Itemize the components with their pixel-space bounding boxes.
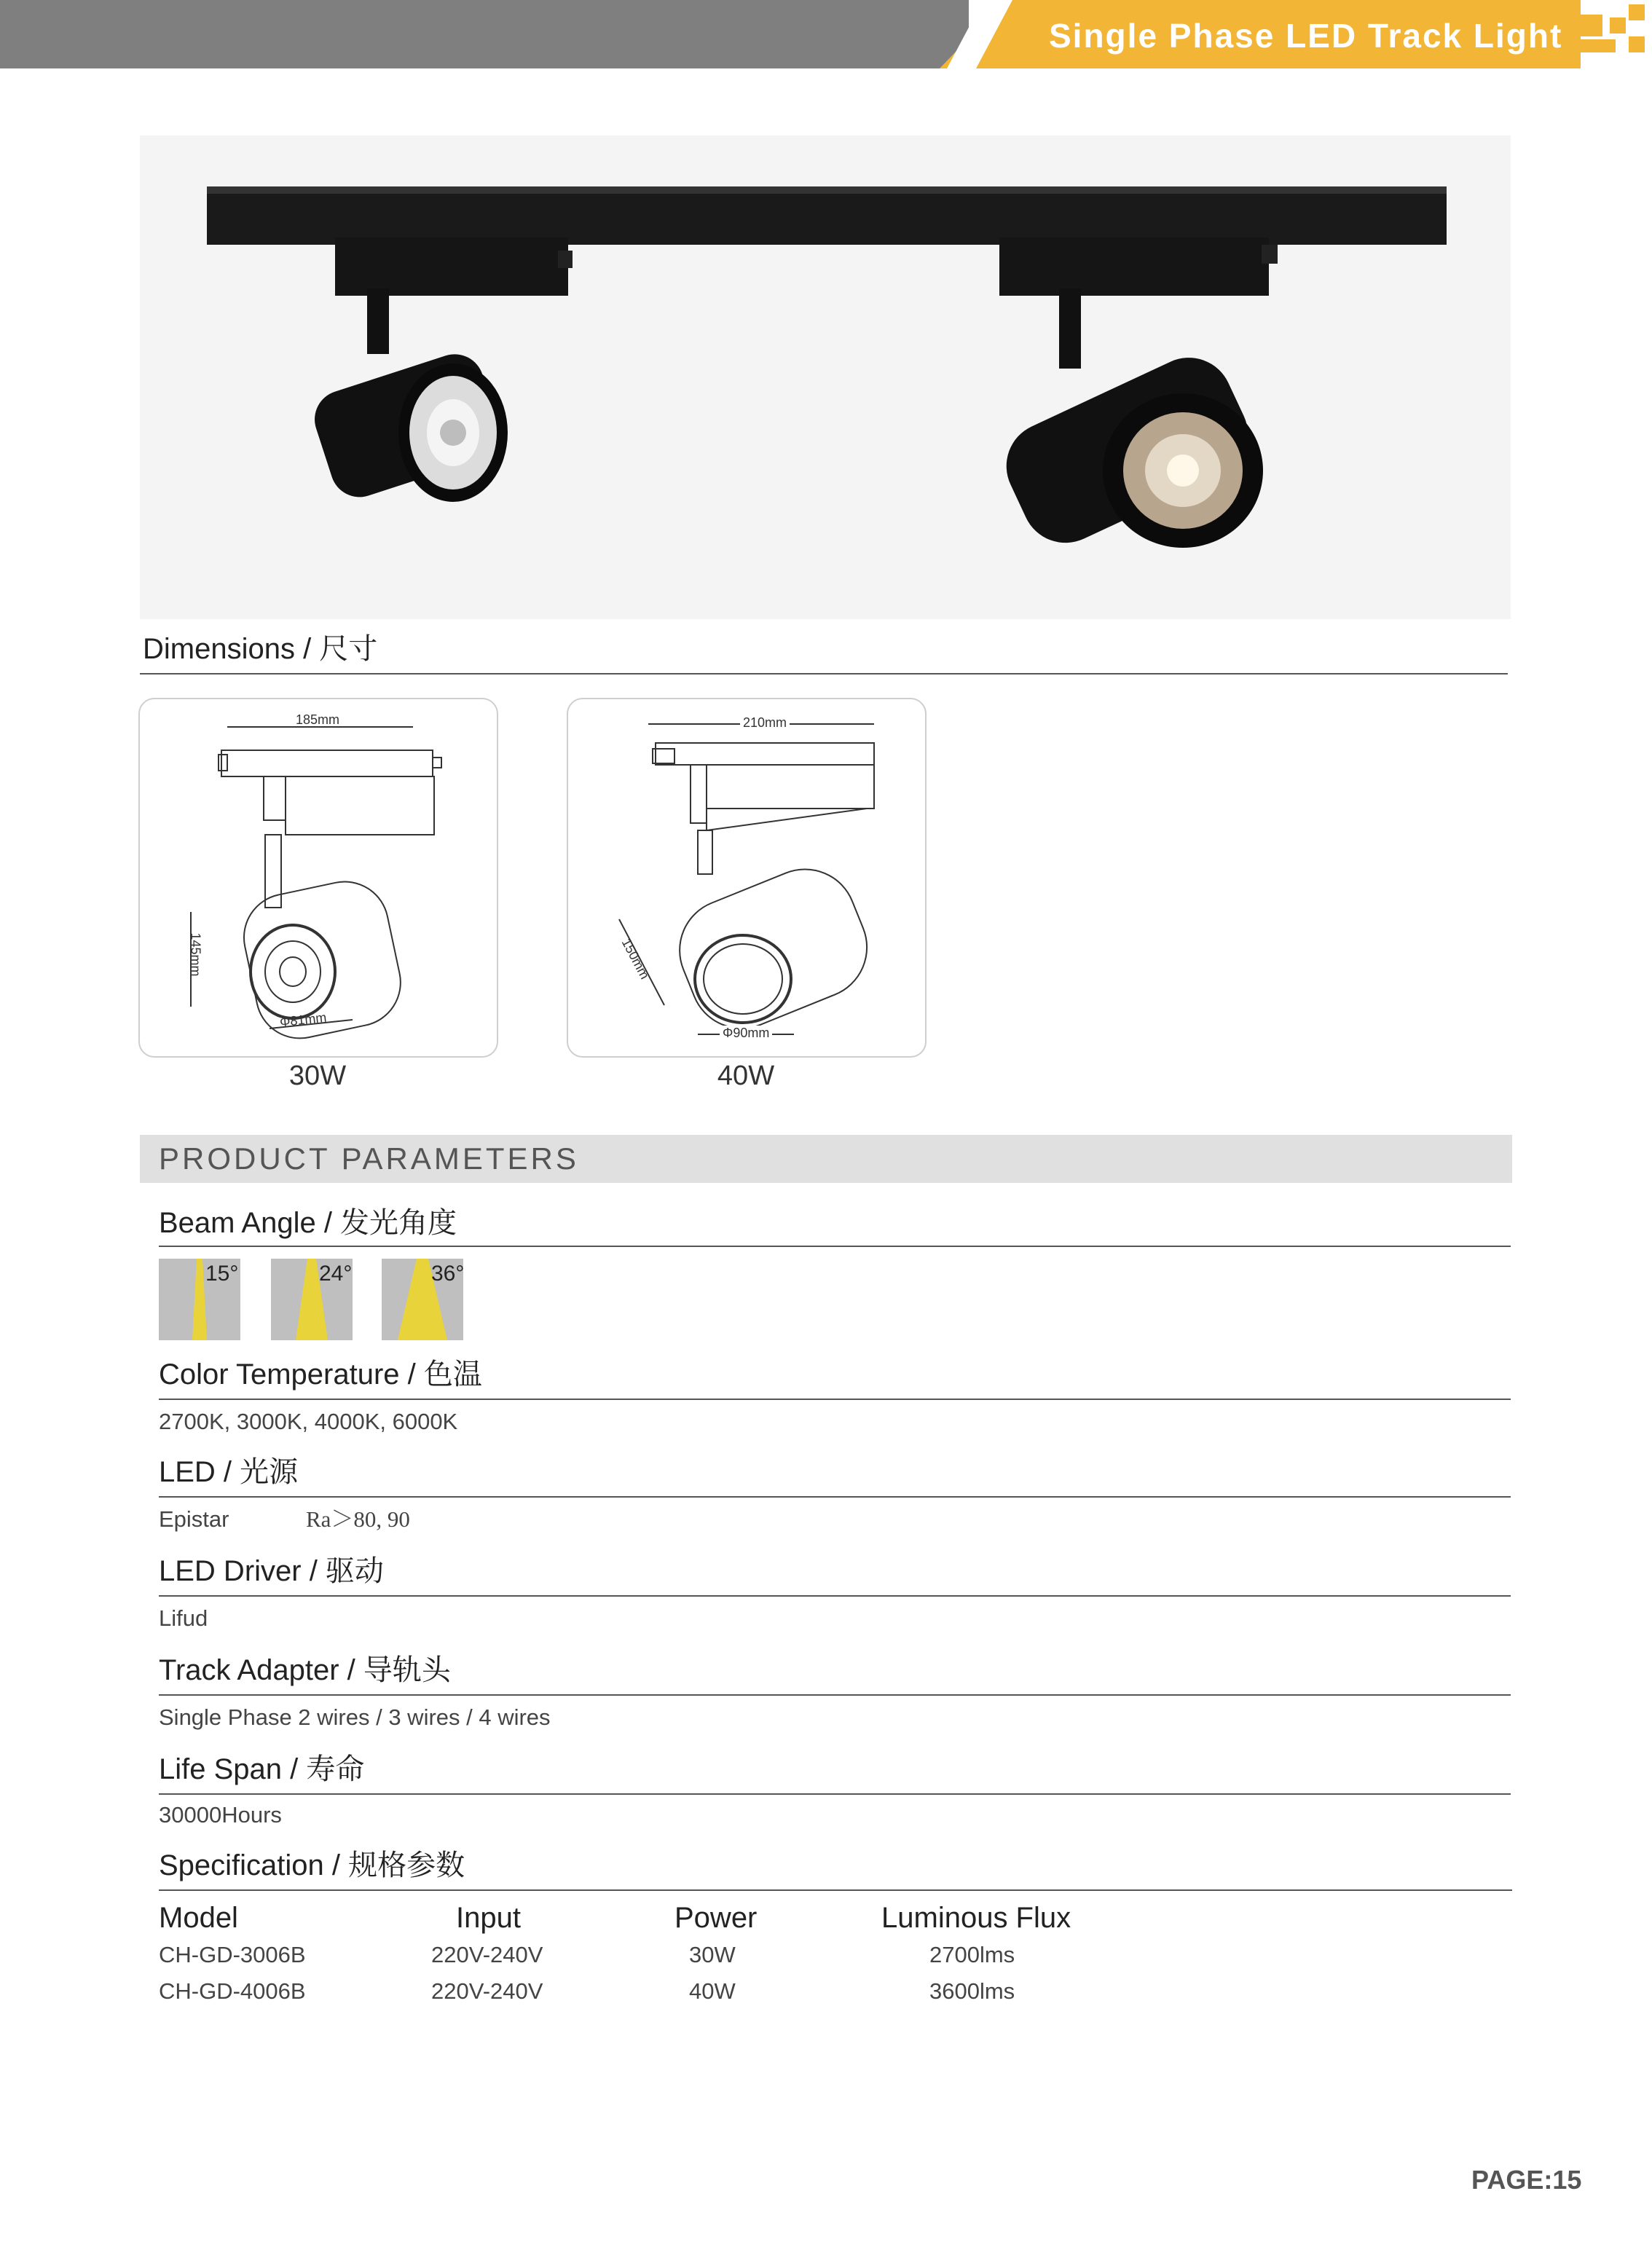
dimension-width-40w: 210mm: [740, 715, 790, 731]
beam-angle-title: Beam Angle / 发光角度: [159, 1207, 457, 1239]
dimension-caption-40w: 40W: [717, 1061, 775, 1091]
spec-header-input: Input: [456, 1902, 521, 1934]
spec-cell-input: 220V-240V: [431, 1942, 543, 1967]
track-adapter-title: Track Adapter / 导轨头: [159, 1654, 451, 1686]
life-span-title: Life Span / 寿命: [159, 1753, 365, 1785]
spec-cell-power: 30W: [689, 1942, 736, 1967]
specification-title: Specification / 规格参数: [159, 1849, 465, 1881]
driver-divider: [159, 1595, 1511, 1597]
spec-cell-input: 220V-240V: [431, 1978, 543, 2004]
track-adapter-divider: [159, 1694, 1511, 1696]
dimension-drawing-30w: [138, 698, 498, 1058]
dimensions-divider: [140, 673, 1508, 674]
track-adapter-value: Single Phase 2 wires / 3 wires / 4 wires: [159, 1704, 551, 1730]
spec-cell-luminous-flux: 3600lms: [929, 1978, 1015, 2004]
color-temperature-title: Color Temperature / 色温: [159, 1358, 482, 1391]
spec-header-model: Model: [159, 1902, 238, 1934]
spec-header-power: Power: [674, 1902, 758, 1934]
dimension-height-30w: 145mm: [188, 932, 203, 977]
color-temperature-divider: [159, 1399, 1511, 1400]
dimension-height-40w: 150mm: [618, 936, 653, 982]
life-span-divider: [159, 1793, 1511, 1795]
led-brand: Epistar: [159, 1506, 229, 1532]
page-number: PAGE:15: [1471, 2165, 1582, 2195]
specification-divider: [159, 1889, 1512, 1891]
product-parameters-title: PRODUCT PARAMETERS: [159, 1141, 579, 1176]
dimensions-title: Dimensions / 尺寸: [143, 633, 378, 665]
spec-cell-model: CH-GD-3006B: [159, 1942, 306, 1967]
spec-header-luminous-flux: Luminous Flux: [881, 1902, 1071, 1934]
driver-value: Lifud: [159, 1605, 208, 1631]
beam-angle-24: 24°: [319, 1262, 353, 1286]
dimension-width-30w: 185mm: [296, 712, 340, 727]
dimension-diameter-30w: Φ81mm: [279, 1010, 328, 1030]
product-photo: [140, 135, 1511, 619]
led-title: LED / 光源: [159, 1456, 299, 1488]
color-temperature-value: 2700K, 3000K, 4000K, 6000K: [159, 1409, 458, 1434]
beam-angle-15: 15°: [205, 1262, 239, 1286]
led-ra-value: Ra＞80, 90: [306, 1506, 410, 1532]
header-gray-band: [0, 0, 969, 68]
header-title: Single Phase LED Track Light: [1049, 17, 1563, 55]
dimension-drawing-40w: [567, 698, 927, 1058]
dimension-caption-30w: 30W: [288, 1061, 347, 1091]
spec-cell-luminous-flux: 2700lms: [929, 1942, 1015, 1967]
spec-cell-power: 40W: [689, 1978, 736, 2004]
beam-angle-divider: [159, 1246, 1511, 1247]
life-span-value: 30000Hours: [159, 1802, 282, 1828]
spec-cell-model: CH-GD-4006B: [159, 1978, 306, 2004]
led-divider: [159, 1496, 1511, 1498]
beam-angle-36: 36°: [431, 1262, 465, 1286]
driver-title: LED Driver / 驱动: [159, 1555, 384, 1587]
dimension-diameter-40w: Φ90mm: [720, 1026, 772, 1041]
